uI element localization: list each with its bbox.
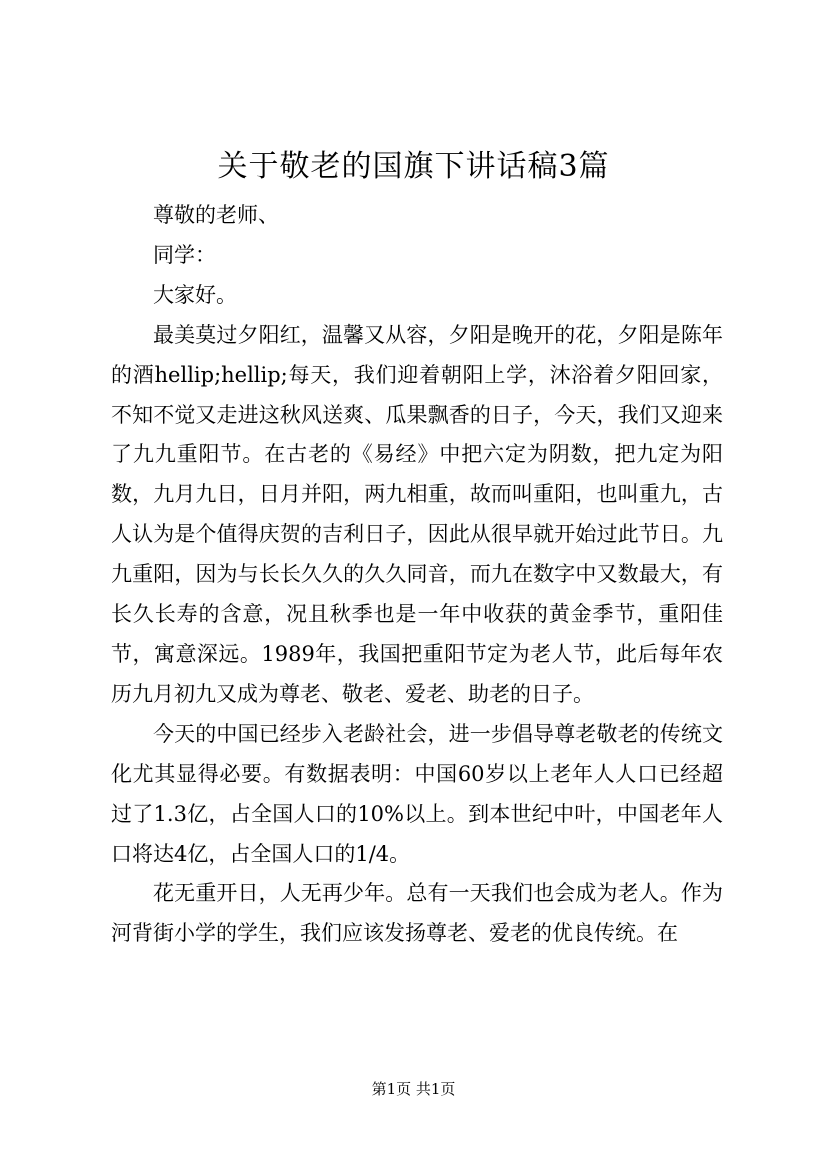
- greeting: 大家好。: [153, 282, 237, 307]
- salutation-students: 同学：: [153, 242, 216, 267]
- paragraph-respect-elders: 花无重开日，人无再少年。总有一天我们也会成为老人。作为河背街小学的学生，我们应该发扬尊老、爱老的优良传统。在: [111, 881, 723, 946]
- document-title: 关于敬老的国旗下讲话稿3篇: [217, 149, 610, 184]
- document-body: [111, 196, 723, 954]
- paragraph-aging-society: 今天的中国已经步入老龄社会，进一步倡导尊老敬老的传统文化尤其显得必要。有数据表明：中国60岁以上老年人人口已经超过了1.3亿，占全国人口的10%以上。到本世纪中叶，中国老年人口将达4亿，占全国人口的1/4。: [111, 721, 723, 866]
- paragraph-chongyang: 最美莫过夕阳红，温馨又从容，夕阳是晚开的花，夕阳是陈年的酒hellip;hellip;每天，我们迎着朝阳上学，沐浴着夕阳回家，不知不觉又走进这秋风送爽、瓜果飘香的日子，今天，我们又迎来了九九重阳节。在古老的《易经》中把六定为阴数，把九定为阳数，九月九日，日月并阳，两九相重，故而叫重阳，也叫重九，古人认为是个值得庆贺的吉利日子，因此从很早就开始过此节日。九九重阳，因为与长长久久的久久同音，而九在数字中又数最大，有长久长寿的含意，况且秋季也是一年中收获的黄金季节，重阳佳节，寓意深远。1989年，我国把重阳节定为老人节，此后每年农历九月初九又成为尊老、敬老、爱老、助老的日子。: [111, 322, 723, 706]
- page-number: 第1页 共1页: [371, 1080, 456, 1098]
- salutation-teachers: 尊敬的老师、: [153, 203, 279, 227]
